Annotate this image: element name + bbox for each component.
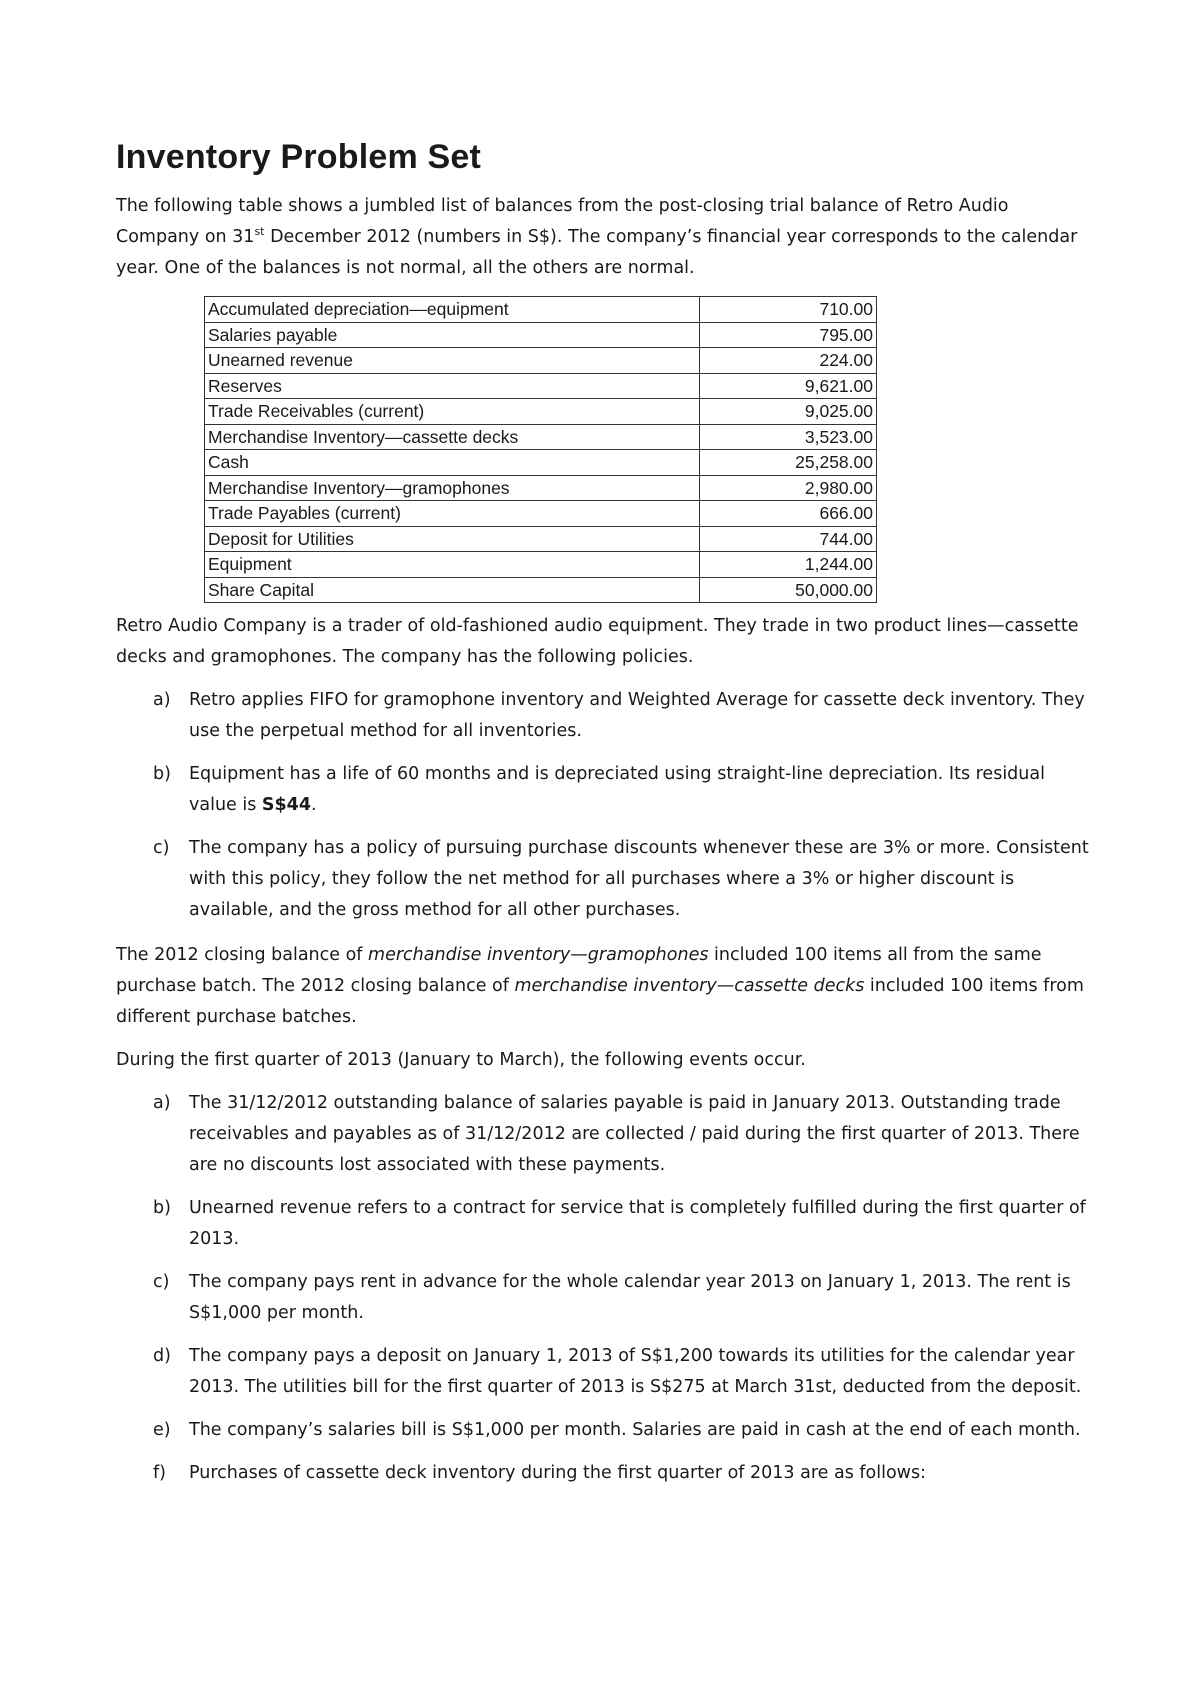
account-name: Accumulated depreciation—equipment <box>205 297 700 323</box>
list-item <box>116 1415 1096 1446</box>
list-marker: b) <box>153 1198 171 1218</box>
closing-text-1: The 2012 closing balance of <box>116 945 369 965</box>
account-name: Salaries payable <box>205 322 700 348</box>
account-name: Share Capital <box>205 577 700 603</box>
list-marker: f) <box>153 1463 166 1483</box>
list-item <box>116 685 1096 747</box>
list-item-text: Equipment has a life of 60 months and is depreciated using straight-line depreciation. Its residual value is <box>189 764 1045 815</box>
account-name: Trade Payables (current) <box>205 501 700 527</box>
list-marker: a) <box>153 690 171 710</box>
table-row <box>205 501 877 527</box>
list-item-text: The 31/12/2012 outstanding balance of salaries payable is paid in January 2013. Outstanding trade receivables and payables as of 31/12/2012 are collected / paid during the first quarter of 2013. There are no discounts lost associated with these payments. <box>189 1093 1080 1175</box>
list-item <box>116 1193 1096 1255</box>
account-name: Merchandise Inventory—gramophones <box>205 475 700 501</box>
account-amount: 224.00 <box>700 348 877 374</box>
list-marker: b) <box>153 764 171 784</box>
closing-text-2: included 100 items all from the same purchase batch. The 2012 closing balance of <box>116 945 1042 996</box>
table-row <box>205 322 877 348</box>
table-row <box>205 475 877 501</box>
account-amount: 25,258.00 <box>700 450 877 476</box>
list-item-text: The company’s salaries bill is S$1,000 per month. Salaries are paid in cash at the end of each month. <box>189 1420 1081 1440</box>
list-marker: d) <box>153 1346 171 1366</box>
account-amount: 1,244.00 <box>700 552 877 578</box>
closing-emphasis-1: merchandise inventory—gramophones <box>368 945 709 965</box>
account-amount: 795.00 <box>700 322 877 348</box>
list-item-end: . <box>311 795 317 815</box>
list-item-text: The company pays rent in advance for the whole calendar year 2013 on January 1, 2013. The rent is S$1,000 per month. <box>189 1272 1071 1323</box>
quarter-intro-paragraph: During the first quarter of 2013 (January to March), the following events occur. <box>116 1050 806 1070</box>
page-title: Inventory Problem Set <box>116 138 482 176</box>
account-amount: 2,980.00 <box>700 475 877 501</box>
table-row <box>205 297 877 323</box>
account-amount: 9,621.00 <box>700 373 877 399</box>
intro-text-1: The following table shows a jumbled list of balances from the post-closing trial balance of Retro Audio Company on 31 <box>116 196 1009 247</box>
table-row <box>205 450 877 476</box>
company-paragraph: Retro Audio Company is a trader of old-fashioned audio equipment. They trade in two product lines—cassette decks and gramophones. The company has the following policies. <box>116 616 1079 667</box>
list-item <box>116 759 1096 821</box>
account-name: Deposit for Utilities <box>205 526 700 552</box>
account-name: Trade Receivables (current) <box>205 399 700 425</box>
account-name: Merchandise Inventory—cassette decks <box>205 424 700 450</box>
residual-value: S$44 <box>261 795 312 815</box>
table-row <box>205 577 877 603</box>
list-marker: c) <box>153 1272 170 1292</box>
account-amount: 666.00 <box>700 501 877 527</box>
table-row <box>205 348 877 374</box>
account-name: Equipment <box>205 552 700 578</box>
list-item <box>116 1267 1096 1329</box>
account-amount: 710.00 <box>700 297 877 323</box>
table-row <box>205 399 877 425</box>
table-row <box>205 526 877 552</box>
table-row <box>205 552 877 578</box>
events-list <box>116 1088 1096 1489</box>
list-item-text: The company has a policy of pursuing purchase discounts whenever these are 3% or more. Consistent with this policy, they follow the net method for all purchases where a 3% or higher discount is available, and the gross method for all other purchases. <box>189 838 1089 920</box>
list-item <box>116 1341 1096 1403</box>
list-marker: c) <box>153 838 170 858</box>
list-item <box>116 833 1096 926</box>
policies-list <box>116 685 1096 926</box>
list-item <box>116 1088 1096 1181</box>
account-name: Reserves <box>205 373 700 399</box>
account-amount: 9,025.00 <box>700 399 877 425</box>
account-name: Unearned revenue <box>205 348 700 374</box>
intro-text-2: December 2012 (numbers in S$). The company’s financial year corresponds to the calendar year. One of the balances is not normal, all the others are normal. <box>116 227 1078 278</box>
list-item-text: Retro applies FIFO for gramophone inventory and Weighted Average for cassette deck inventory. They use the perpetual method for all inventories. <box>189 690 1085 741</box>
document-page <box>116 138 1096 1503</box>
list-item-text: Unearned revenue refers to a contract for service that is completely fulfilled during the first quarter of 2013. <box>189 1198 1086 1249</box>
account-amount: 744.00 <box>700 526 877 552</box>
closing-text-3: included 100 items from different purchase batches. <box>116 976 1084 1027</box>
list-item-text: Purchases of cassette deck inventory during the first quarter of 2013 are as follows: <box>189 1463 927 1483</box>
account-amount: 50,000.00 <box>700 577 877 603</box>
table-row <box>205 373 877 399</box>
list-marker: e) <box>153 1420 171 1440</box>
intro-paragraph <box>116 191 1096 284</box>
account-name: Cash <box>205 450 700 476</box>
intro-superscript: st <box>254 225 265 239</box>
list-item-text: The company pays a deposit on January 1, 2013 of S$1,200 towards its utilities for the calendar year 2013. The utilities bill for the first quarter of 2013 is S$275 at March 31st, deducted from the deposit. <box>189 1346 1082 1397</box>
list-marker: a) <box>153 1093 171 1113</box>
table-row <box>205 424 877 450</box>
list-item <box>116 1458 1096 1489</box>
trial-balance-table <box>204 296 877 603</box>
closing-emphasis-2: merchandise inventory—cassette decks <box>514 976 865 996</box>
account-amount: 3,523.00 <box>700 424 877 450</box>
closing-balance-paragraph <box>116 940 1096 1033</box>
